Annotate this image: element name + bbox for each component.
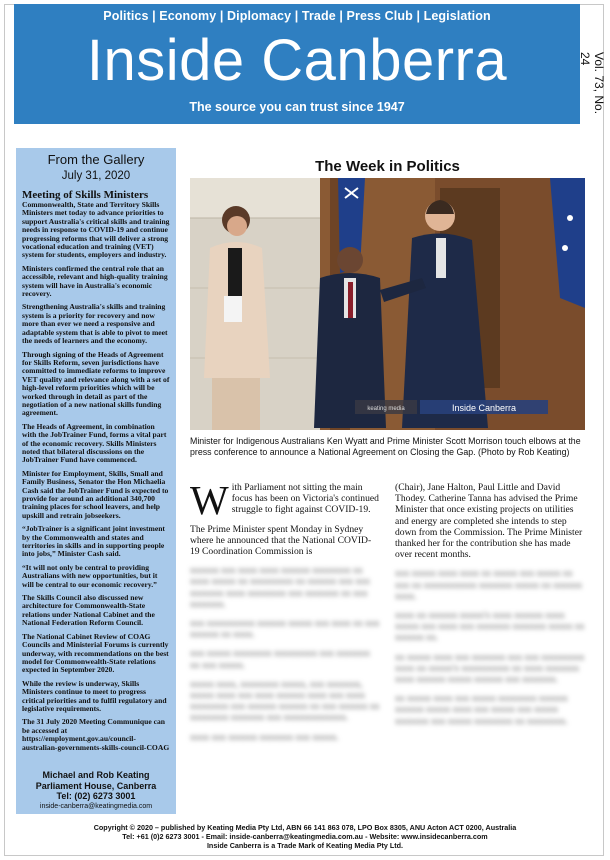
photo-watermark-left: keating media: [367, 406, 405, 412]
section-nav: [14, 9, 580, 23]
sidebar-heading: From the Gallery: [47, 152, 145, 167]
footer-copyright: Copyright © 2020 – published by Keating Media Pty Ltd, ABN 66 141 863 078, LPO Box 8305, ANU Acton ACT 0200, Australia: [93, 823, 517, 832]
tagline: The source you can trust since 1947: [189, 100, 405, 114]
publication-title: Inside Canberra: [86, 28, 508, 93]
contact-email[interactable]: inside-canberra@keatingmedia.com: [39, 802, 153, 810]
article-paragraph: [190, 477, 380, 523]
blurred-article-text: xxx xxxxx xxxx xxxx xx xxxxx xxx xxxxx xx xxx xx xxxxxxxxxxx xxxxxxx xxxxx xx xxxxxx xxxx. xxxx xx xxxxxx xxxxx'x xxxx xxxxxx xxxx xxxxx xxx xxxx xxx xxxxxxx xxxxxxx xxxxx xx xxxxxx xx. xx xxxxx xxxx xxx xxxxxxx xxx xxx xxxxxxxxx xxxx xx xxxxx'x xxxxxxxxxx xx xxxx xxxxxxx xxxx xxxxxx xxxxx xxxxxx xxx xxxxxxx. xx xxxxx xxxx xxx xxxxx xxxxxxxx xxxxxx xxxxxx xxxxx xxxx xxx xxxxx xxx xxxxx xxxxxxx xxx xxxxx xxxxxxxx xx xxxxxxxx.: [395, 568, 585, 727]
blurred-article-text: xxxxxx xxx xxxx xxxx xxxxxx xxxxxxxx xx xxxx xxxxx xx xxxxxxxxx xx xxxxxx xxx xxx xxxxxxx xxxx xxxxxxxx xxx xxxxxxx xx xxx xxxxxxx. xxx xxxxxxxxxx xxxxxx xxxxx xxx xxxx xx xxx xxxxxx xx xxxx. xxx xxxxx xxxxxxxx xxxxxxxxx xxx xxxxxxx xx xxx xxxxx. xxxxx xxxx, xxxxxxxx xxxxx, xxx xxxxxxx, xxxxx xxxx xxx xxxx xxxxxx xxxx xxx xxxx xxxxxxxx xxx xxxxxx xxxxxx xx xxx xxxxxx xx xxxxxxxx xxxxxxx xxx xxxxxxxxxxxxx. xxxx xxx xxxxxx xxxxxxx xxx xxxxx.: [190, 565, 380, 743]
sidebar-paragraph: Strengthening Australia's skills and training system is a priority for recovery and now more than ever we need a responsive and adaptable system that is able to pivot to meet the needs of learners and the economy.: [22, 302, 168, 346]
article-paragraph: The Prime Minister spent Monday in Sydney where he announced that the National COVID-19 Coordination Commission is: [190, 523, 372, 558]
sidebar-paragraph: “It will not only be central to providing Australians with new opportunities, but it will be central to our economic recovery.”: [22, 562, 158, 589]
footer-trademark: Inside Canberra is a Trade Mark of Keating Media Pty Ltd.: [206, 840, 404, 850]
sidebar-paragraph: The Heads of Agreement, in combination with the JobTrainer Fund, forms a vital part of the economic recovery. Skills Ministers noted that bilateral discussions on the JobTrainer Fund have commenced.: [22, 421, 167, 465]
nav-item-trade[interactable]: Trade: [301, 9, 336, 23]
sidebar-article-title: Meeting of Skills Ministers: [22, 189, 149, 201]
volume-number: Vol. 73, No. 24: [578, 52, 606, 115]
nav-item-legislation[interactable]: Legislation: [423, 9, 491, 23]
press-conference-photo: [190, 178, 585, 430]
photo-watermark-right: Inside Canberra: [451, 403, 517, 413]
nav-item-diplomacy[interactable]: Diplomacy: [227, 9, 292, 23]
article-paragraph: (Chair), Jane Halton, Paul Little and David Thodey. Catherine Tanna has advised the Prime Minister that once existing projects on utilities and energy are completed she intends to step down from the Commission. The Prime Minister thanked her for the contribution she has made over recent months.: [395, 482, 583, 561]
page-footer: [0, 824, 610, 850]
footer-contact[interactable]: Tel: +61 (0)2 6273 3001 - Email: inside-canberra@keatingmedia.com.au - Website: www.insidecanberra.com: [122, 831, 488, 841]
photo-caption: Minister for Indigenous Australians Ken Wyatt and Prime Minister Scott Morrison touch elbows at the press conference to announce a National Agreement on Closing the Gap. (Photo by Rob Keating): [190, 436, 581, 457]
sidebar-paragraph: Through signing of the Heads of Agreement for Skills Reform, seven jurisdictions have committed to immediate reforms to improve VET quality and relevance along with a set of high-level reform priorities which will be worked through in detail as part of the negotiation of a new national skills funding agreement.: [22, 349, 170, 418]
nav-separator: |: [416, 9, 421, 23]
sidebar-paragraph: Commonwealth, State and Territory Skills Ministers met today to advance priorities to support Australia's critical skills and training needs in response to COVID-19 and continue progressing reforms that will deliver a strong vocational education and training (VET) system for students, employers and industry.: [22, 200, 170, 260]
contact-address: Parliament House, Canberra: [35, 780, 157, 791]
contact-names: Michael and Rob Keating: [42, 770, 150, 780]
nav-item-economy[interactable]: Economy: [159, 9, 217, 23]
article-column-right: [395, 482, 585, 735]
from-the-gallery-sidebar: [16, 148, 176, 814]
sidebar-paragraph: Minister for Employment, Skills, Small and Family Business, Senator the Hon Michaelia Cash said the JobTrainer Fund is expected to provide for around an additional 340,700 training places for school leavers, and help upskill and retrain jobseekers.: [22, 468, 169, 520]
nav-separator: |: [219, 9, 224, 23]
sidebar-paragraph: “JobTrainer is a significant joint investment by the Commonwealth and states and territories in skills and in supporting people into jobs,” Minister Cash said.: [22, 524, 165, 559]
nav-separator: |: [152, 9, 156, 23]
nav-separator: |: [339, 9, 343, 23]
nav-item-politics[interactable]: Politics: [103, 9, 149, 23]
sidebar-date: July 31, 2020: [61, 170, 131, 182]
masthead: [14, 4, 580, 124]
nav-item-press-club[interactable]: Press Club: [346, 9, 413, 23]
article-opening-text: ith Parliament not sitting the main focus has been on Victoria's continued struggle to fight against COVID-19.: [231, 482, 379, 516]
nav-separator: |: [294, 9, 299, 23]
article-column-left: [190, 477, 380, 751]
contact-phone: Tel: (02) 6273 3001: [56, 791, 136, 801]
sidebar-contact-block: [16, 770, 176, 811]
sidebar-paragraph: The National Cabinet Review of COAG Councils and Ministerial Forums is currently underway, with recommendations on the best model for Commonwealth-State relations expected in September 2020.: [22, 631, 169, 675]
sidebar-paragraph: Ministers confirmed the central role that an accessible, relevant and high-quality training system will have in Australia's economic recovery.: [22, 263, 168, 299]
sidebar-paragraph: The Skills Council also discussed new architecture for Commonwealth-State relations under National Cabinet and the National Federation Reform Council.: [22, 593, 155, 628]
sidebar-paragraph: The 31 July 2020 Meeting Communique can be accessed at https://employment.gov.au/council-australian-governments-skills-council-COAG: [22, 717, 170, 752]
section-heading: The Week in Politics: [315, 158, 460, 175]
drop-cap: W: [190, 477, 229, 523]
sidebar-paragraph: While the review is underway, Skills Ministers continue to meet to progress critical priorities and to fulfil regulatory and legislative requirements.: [22, 678, 167, 713]
